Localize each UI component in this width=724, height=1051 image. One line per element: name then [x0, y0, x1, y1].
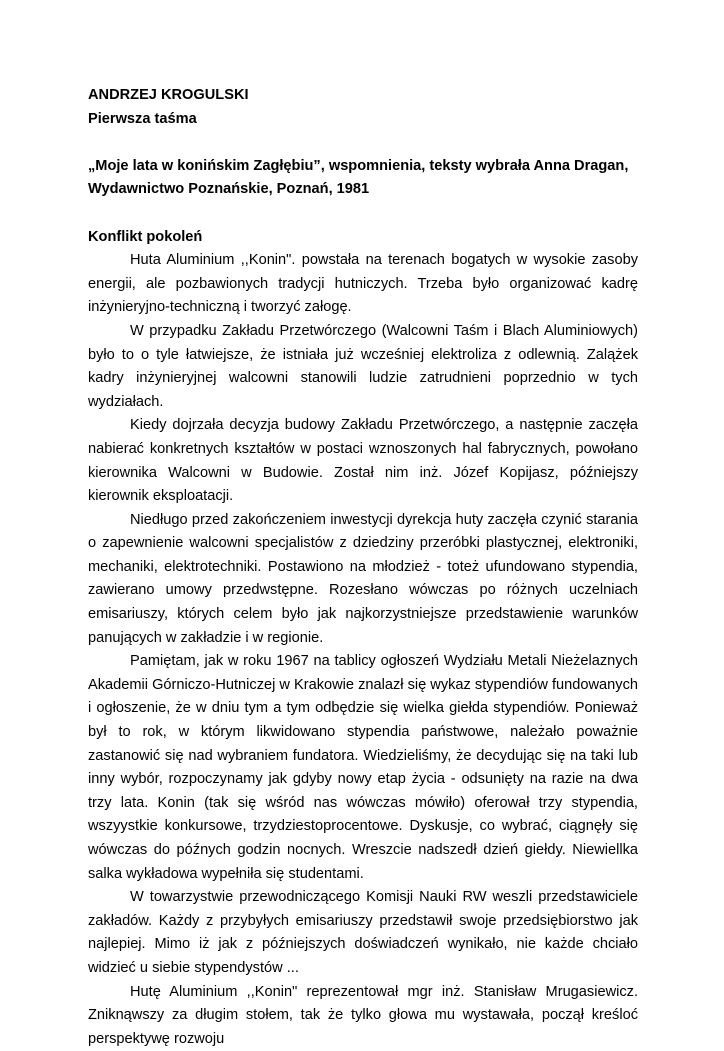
work-title: Pierwsza taśma: [88, 110, 197, 127]
source-citation-line-1: „Moje lata w konińskim Zagłębiu”, wspomnienia, teksty wybrała Anna Dragan,: [88, 157, 629, 174]
paragraph-3: Kiedy dojrzała decyzja budowy Zakładu Przetwórczego, a następnie zaczęła nabierać konkretnych kształtów w postaci wznoszonych hal fabrycznych, powołano kierownika Walcowni w Budowie. Został nim inż. Józef Kopijasz, późniejszy kierownik eksploatacji.: [88, 417, 638, 505]
source-citation-line-2: Wydawnictwo Poznańskie, Poznań, 1981: [88, 181, 370, 198]
paragraph-1: Huta Aluminium ,,Konin". powstała na terenach bogatych w wysokie zasoby energii, ale pozbawionych tradycji hutniczych. Trzeba było organizować kadrę inżynieryjno-techniczną i tworzyć załogę.: [88, 252, 638, 316]
spacer: [88, 131, 638, 155]
paragraph-4: Niedługo przed zakończeniem inwestycji dyrekcja huty zaczęła czynić starania o zapewnienie walcowni specjalistów z dziedziny przeróbki plastycznej, elektroniki, mechaniki, elektrotechniki. Postawiono na młodzież - toteż ufundowano stypendia, zawierano umowy przedwstępne. Rozesłano wówczas po różnych uczelniach emisariuszy, których celem było jak najkorzystniejsze przedstawienie warunków panujących w zakładzie i w regionie.: [88, 511, 638, 646]
paragraph-2: W przypadku Zakładu Przetwórczego (Walcowni Taśm i Blach Aluminiowych) było to o tyle łatwiejsze, że istniała już wcześniej elektroliza z odlewnią. Zalążek kadry inżynieryjnej walcowni stanowili ludzie zatrudnieni poprzednio w tych wydziałach.: [88, 322, 638, 410]
paragraph-6: W towarzystwie przewodniczącego Komisji Nauki RW weszli przedstawiciele zakładów. Każdy z przybyłych emisariuszy przedstawił swoje przedsiębiorstwo jak najlepiej. Mimo iż jak z późniejszych doświadczeń wynikało, nie każde chciało widzieć u siebie stypendystów ...: [88, 889, 638, 976]
document-body: [88, 84, 638, 1051]
author-name: ANDRZEJ KROGULSKI: [88, 87, 249, 103]
paragraph-5: Pamiętam, jak w roku 1967 na tablicy ogłoszeń Wydziału Metali Nieżelaznych Akademii Górniczo-Hutniczej w Krakowie znalazł się wykaz stypendiów fundowanych i ogłoszenie, że w dniu tym a tym odbędzie się wielka giełda stypendiów. Ponieważ był to rok, w którym likwidowano stypendia państwowe, należało poważnie zastanowić się nad wybraniem fundatora. Wiedzieliśmy, że decydując się na taki lub inny wybór, rozpoczynamy jak gdyby nowy etap życia - odsunięty na razie na dwa trzy lata. Konin (tak się wśród nas wówczas mówiło) oferował trzy stypendia, wszyystkie konkursowe, trzydziestoprocentowe. Dyskusje, co wybrać, ciągnęły się wówczas do późnych godzin nocnych. Wreszcie nadszedł dzień giełdy. Niewiellka salka wykładowa wypełniła się studentami.: [88, 653, 638, 882]
section-heading: Konflikt pokoleń: [88, 228, 203, 245]
paragraph-7: Hutę Aluminium ,,Konin" reprezentował mgr inż. Stanisław Mrugasiewicz. Zniknąwszy za długim stołem, tak że tylko głowa mu wystawała, począł kreśloć perspektywę rozwoju: [88, 983, 638, 1047]
spacer: [88, 202, 638, 226]
